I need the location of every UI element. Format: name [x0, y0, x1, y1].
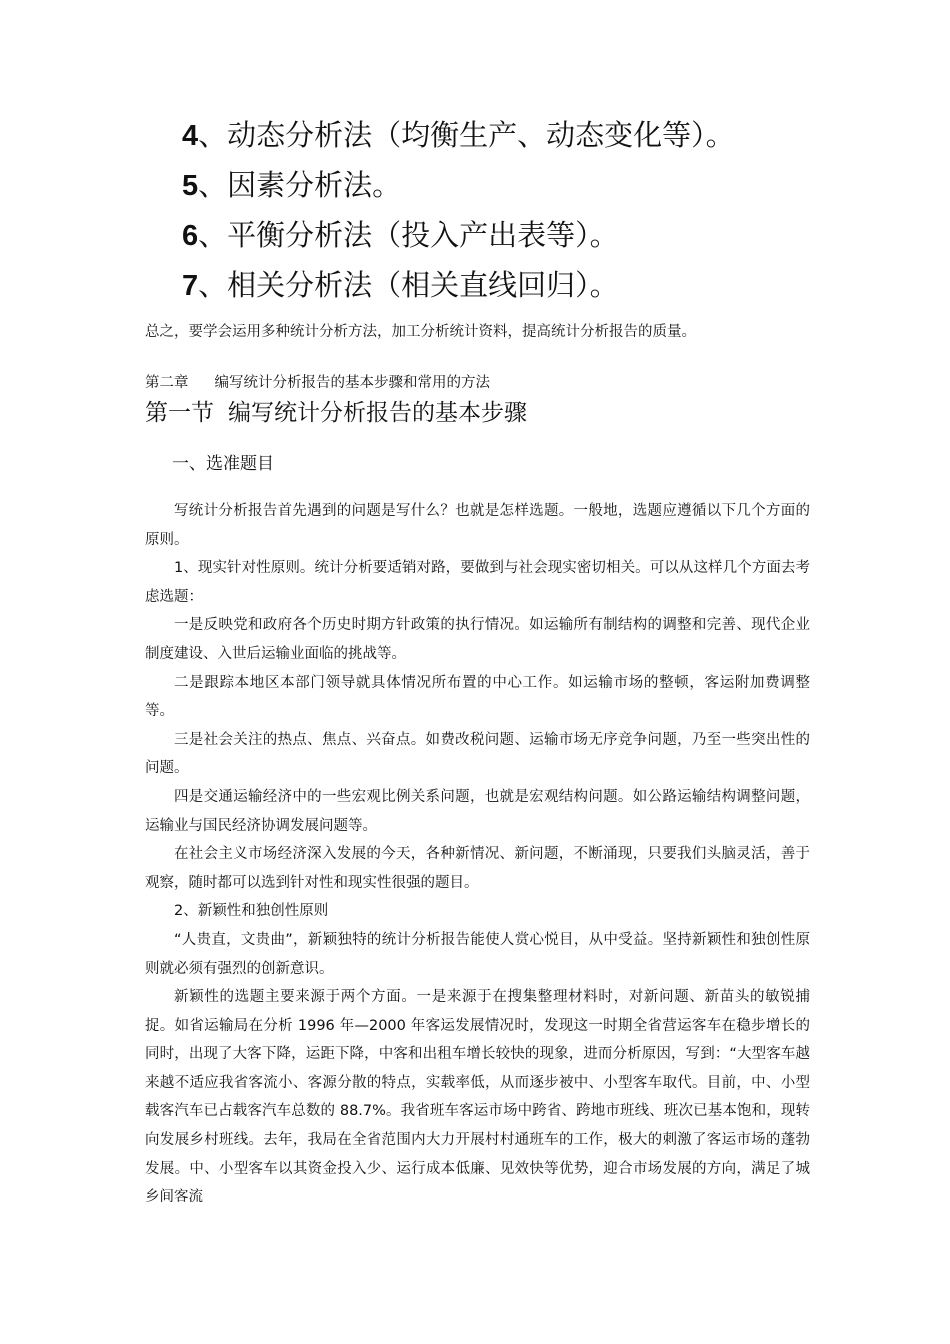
paragraph: 二是跟踪本地区本部门领导就具体情况所布置的中心工作。如运输市场的整顿，客运附加费调整等。	[145, 674, 810, 720]
paragraph: 一是反映党和政府各个历史时期方针政策的执行情况。如运输所有制结构的调整和完善、现代企业制度建设、入世后运输业面临的挑战等。	[145, 617, 810, 662]
chapter-title: 编写统计分析报告的基本步骤和常用的方法	[214, 375, 490, 391]
paragraph: 三是社会关注的热点、焦点、兴奋点。如费改税问题、运输市场无序竞争问题，乃至一些突出性的问题。	[145, 731, 810, 777]
paragraph: 写统计分析报告首先遇到的问题是写什么？也就是怎样选题。一般地，选题应遵循以下几个方面的原则。	[145, 503, 810, 548]
method-text: 、相关分析法（相关直线回归）。	[198, 268, 619, 302]
chapter-number: 第二章	[145, 375, 189, 391]
paragraph: “人贵直，文贵曲”，新颖独特的统计分析报告能使人赏心悦目，从中受益。坚持新颖性和独创性原则就必须有强烈的创新意识。	[145, 931, 810, 977]
method-text: 、平衡分析法（投入产出表等）。	[198, 218, 619, 252]
paragraph: 2、新颖性和独创性原则	[174, 903, 329, 920]
chapter-heading	[145, 371, 490, 395]
method-item	[182, 160, 735, 210]
method-item	[182, 260, 735, 310]
paragraph: 四是交通运输经济中的一些宏观比例关系问题，也就是宏观结构问题。如公路运输结构调整问题，运输业与国民经济协调发展问题等。	[145, 788, 810, 834]
method-text: 、动态分析法（均衡生产、动态变化等）。	[198, 118, 735, 152]
subsection-heading: 一、选准题目	[172, 454, 274, 474]
method-item	[182, 210, 735, 260]
paragraph: 新颖性的选题主要来源于两个方面。一是来源于在搜集整理材料时，对新问题、新苗头的敏锐捕捉。如省运输局在分析 1996 年—2000 年客运发展情况时，发现这一时期全省营运客车在稳步增长的同时，出现了大客下降，运距下降，中客和出租车增长较快的现象，进而分析原因，写到：“大型客车越来越不适应我省客流小、客源分散的特点，实载率低，从而逐步被中、小型客车取代。目前，中、小型载客汽车已占载客汽车总数的 88.7%。我省班车客运市场中跨省、跨地市班线、班次已基本饱和，现转向发展乡村班线。去年，我局在全省范围内大力开展村村通班车的工作，极大的刺激了客运市场的蓬勃发展。中、小型客车以其资金投入少、运行成本低廉、见效快等优势，迎合市场发展的方向，满足了城乡间客流	[145, 989, 810, 1206]
method-number: 5	[182, 170, 199, 202]
method-number: 6	[182, 220, 199, 252]
section-heading	[145, 394, 527, 432]
method-number: 4	[182, 120, 199, 152]
paragraph: 1、现实针对性原则。统计分析要适销对路，要做到与社会现实密切相关。可以从这样几个方面去考虑选题：	[145, 560, 810, 605]
summary-text: 总之，要学会运用多种统计分析方法，加工分析统计资料，提高统计分析报告的质量。	[145, 324, 696, 340]
analysis-method-list	[182, 110, 735, 310]
paragraph: 在社会主义市场经济深入发展的今天，各种新情况、新问题，不断涌现，只要我们头脑灵活，善于观察，随时都可以选到针对性和现实性很强的题目。	[145, 846, 810, 891]
method-item	[182, 110, 735, 160]
section-title: 编写统计分析报告的基本步骤	[228, 400, 527, 426]
method-text: 、因素分析法。	[198, 168, 402, 202]
section-number: 第一节	[145, 400, 214, 426]
body-text	[145, 497, 810, 1212]
method-number: 7	[182, 270, 199, 302]
